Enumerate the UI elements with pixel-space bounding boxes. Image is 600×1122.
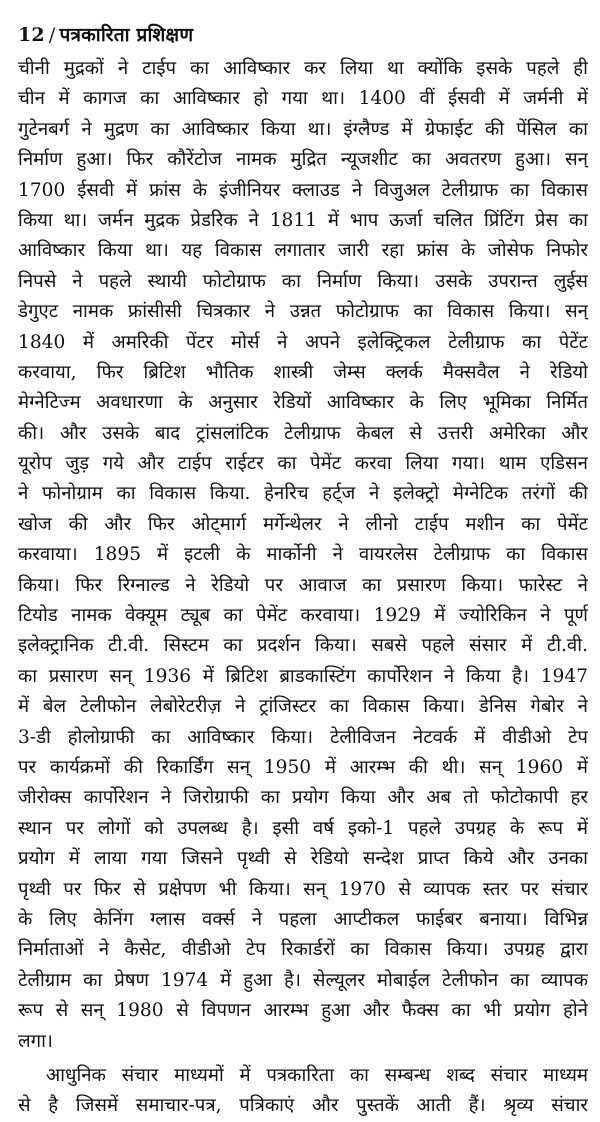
running-head: [18, 22, 588, 52]
book-title: पत्रकारिता प्रशिक्षण: [59, 24, 194, 46]
text-line: निर्माण हुआ। फिर कौरेंटोज नामक मुद्रित न्यूजशीट का अवतरण हुआ। सन्: [18, 149, 588, 171]
text-line: का प्रसारण सन् 1936 में ब्रिटिश ब्राडकास्टिंग कार्पोरेशन ने किया है। 1947: [18, 665, 588, 687]
text-line: में बेल टेलीफोन लेबोरेटरीज़ ने ट्रांजिस्टर का विकास किया। डेनिस गेबोर ने: [18, 696, 588, 718]
text-line: गुटेनबर्ग ने मुद्रण का आविष्कार किया था। इंग्लैण्ड में ग्रेफाईट की पेंसिल का: [18, 118, 588, 140]
text-line: से है जिसमें समाचार-पत्र, पत्रिकाएं और पुस्तकें आती हैं। श्रृव्य संचार: [18, 1095, 588, 1117]
text-line: की। और उसके बाद ट्रांसलांटिक टेलीग्राफ केबल से उत्तरी अमेरिका और: [18, 422, 588, 444]
text-line: प्रयोग में लाया गया जिसने पृथ्वी से रेडियो सन्देश प्राप्त किये और उनका: [18, 848, 588, 870]
text-line: के लिए केनिंग ग्लास वर्क्स ने पहला आप्टीकल फाईबर बनाया। विभिन्न: [18, 908, 588, 930]
text-line: ने फोनोग्राम का विकास किया. हेनरिच हर्ट्ज ने इलेक्ट्रो मेग्नेटिक तरंगों की: [18, 483, 588, 505]
text-line: मेग्नेटिज्म अवधारणा के अनुसार रेडियों आविष्कार के लिए भूमिका निर्मित: [18, 392, 588, 414]
text-line: चीनी मुद्रकों ने टाईप का आविष्कार कर लिया था क्योंकि इसके पहले ही: [18, 58, 588, 79]
text-line: खोज की और फिर ओट्मार्ग मर्गेन्थेलर ने लीनो टाईप मशीन का पेमेंट: [18, 513, 588, 535]
text-line: रूप से सन् 1980 से विपणन आरम्भ हुआ और फैक्स का भी प्रयोग होने: [18, 1000, 588, 1022]
text-line: टेलीग्राम का प्रेषण 1974 में हुआ है। सेल्यूलर मोबाईल टेलीफोन का व्यापक: [18, 969, 588, 991]
text-line: आविष्कार किया था। यह विकास लगातार जारी रहा फ्रांस के जोसेफ निफोर: [18, 240, 588, 262]
text-line: आधुनिक संचार माध्यमों में पत्रकारिता का सम्बन्ध शब्द संचार माध्यम: [46, 1064, 588, 1086]
text-line: इलेक्ट्रानिक टी.वी. सिस्टम का प्रदर्शन किया। सबसे पहले संसार में टी.वी.: [18, 635, 588, 657]
text-line: करवाया। 1895 में इटली के मार्कोनी ने वायरलेस टेलीग्राफ का विकास: [18, 544, 588, 566]
text-line: करवाया, फिर ब्रिटिश भौतिक शास्त्री जेम्स क्लर्क मैक्सवैल ने रेडियो: [18, 361, 588, 383]
text-line: जीरोक्स कार्पोरेशन ने जिरोग्राफी का प्रयोग किया और अब तो फोटोकापी हर: [18, 787, 588, 809]
text-line: पृथ्वी पर फिर से प्रक्षेपण भी किया। सन् 1970 से व्यापक स्तर पर संचार: [18, 878, 588, 900]
text-line: निर्माताओं ने कैसेट, वीडीओ टेप रिकार्डरों का विकास किया। उपग्रह द्वारा: [18, 939, 588, 961]
text-line: लगा।: [18, 1030, 53, 1052]
text-line: किया। फिर रिग्नाल्ड ने रेडियो पर आवाज का प्रसारण किया। फारेस्ट ने: [18, 574, 588, 596]
body-text: [18, 54, 588, 1122]
paragraph-modern-media: [18, 1061, 588, 1122]
text-line: किया था। जर्मन मुद्रक प्रेडरिक ने 1811 में भाप ऊर्जा चलित प्रिंटिंग प्रेस का: [18, 209, 588, 231]
text-line: पर कार्यक्रमों की रिकार्डिंग सन् 1950 में आरम्भ की थी। सन् 1960 में: [18, 756, 588, 778]
text-line: टियोड नामक वेक्यूम ट्यूब का पेमेंट करवाया। 1929 में ज्योरिकिन ने पूर्ण: [18, 605, 588, 627]
paragraph-history-of-communication: [18, 54, 588, 1057]
text-line: 1700 ईसवी में फ्रांस के इंजीनियर क्लाउड ने विजुअल टेलीग्राफ का विकास: [18, 179, 588, 201]
text-line: यूरोप जुड़ गये और टाईप राईटर का पेमेंट करवा लिया गया। थाम एडिसन: [18, 453, 588, 475]
header-separator: /: [48, 24, 56, 46]
text-line: डेगुएट नामक फ्रांसीसी चित्रकार ने उन्नत फोटोग्राफ का विकास किया। सन्: [18, 301, 588, 323]
text-line: 1840 में अमरिकी पेंटर मोर्स ने अपने इलेक्ट्रिकल टेलीग्राफ का पेटेंट: [18, 331, 588, 353]
text-line: 3-डी होलोग्राफी का आविष्कार किया। टेलीविजन नेटवर्क में वीडीओ टेप: [18, 726, 588, 748]
text-line: स्थान पर लोगों को उपलब्ध है। इसी वर्ष इको-1 पहले उपग्रह के रूप में: [18, 817, 588, 839]
page-number: 12: [18, 24, 45, 46]
text-line: चीन में कागज का आविष्कार हो गया था। 1400 वीं ईसवी में जर्मनी में: [18, 88, 588, 110]
text-line: निपसे ने पहले स्थायी फोटोग्राफ का निर्माण किया। उसके उपरान्त लुईस: [18, 270, 588, 292]
